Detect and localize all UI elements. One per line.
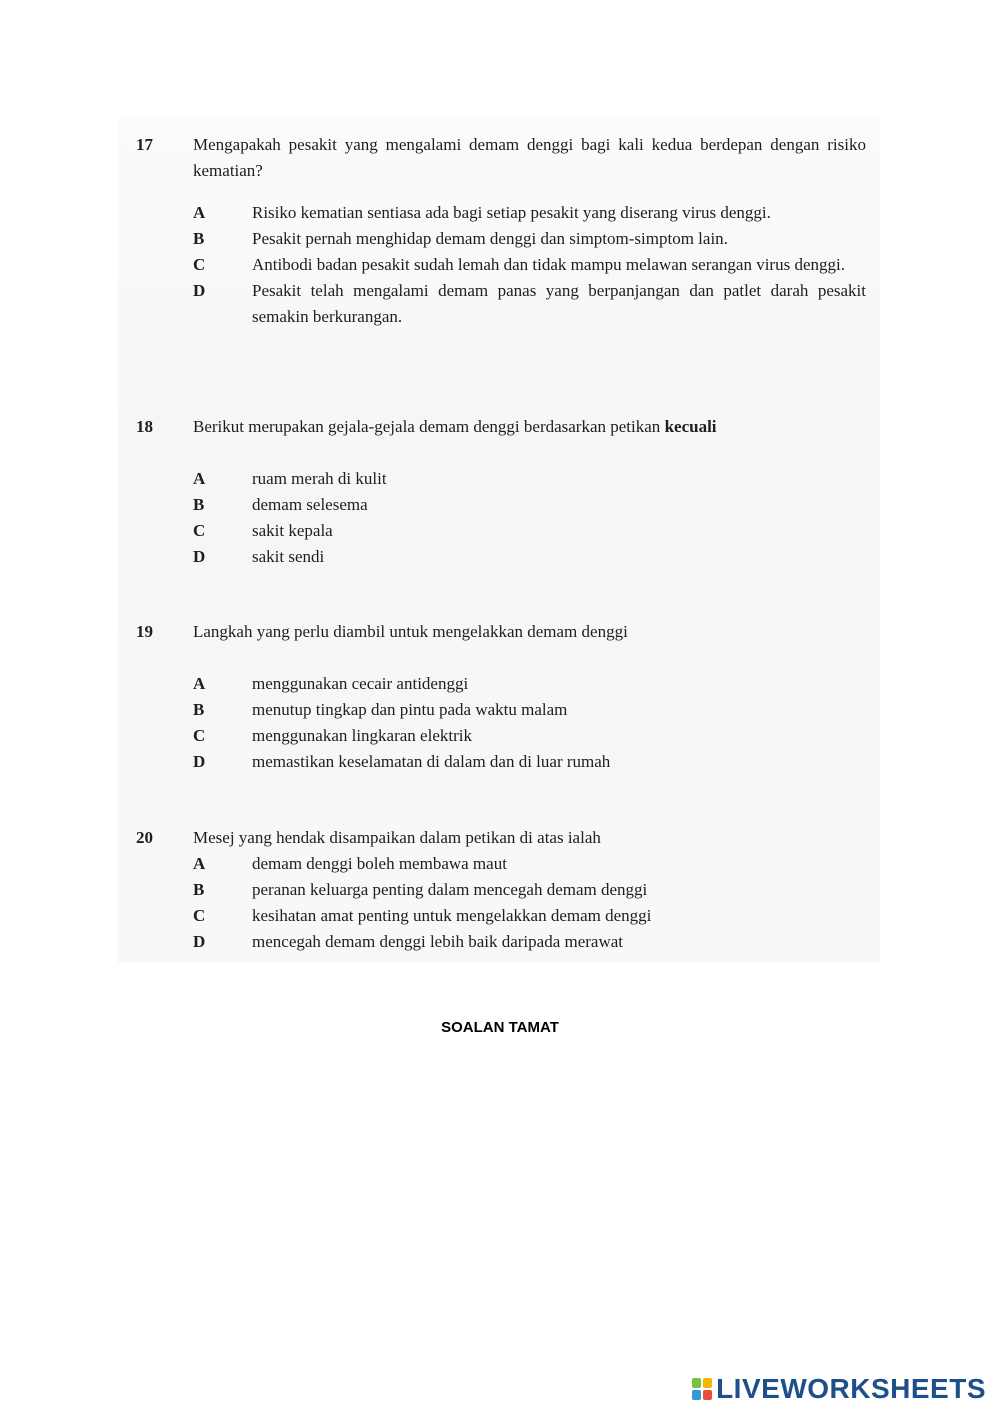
option-b xyxy=(193,492,866,518)
option-letter: A xyxy=(193,854,206,873)
end-note: SOALAN TAMAT xyxy=(441,1019,559,1036)
option-a xyxy=(193,851,866,877)
option-c xyxy=(193,903,866,929)
option-text: Antibodi badan pesakit sudah lemah dan tidak mampu melawan serangan virus denggi. xyxy=(252,255,845,274)
option-letter: D xyxy=(193,752,206,771)
option-list xyxy=(136,466,866,570)
option-list xyxy=(136,851,866,955)
option-text: peranan keluarga penting dalam mencegah demam denggi xyxy=(252,880,648,899)
option-letter: A xyxy=(193,674,206,693)
question-text-main: Berikut merupakan gejala-gejala demam denggi berdasarkan petikan xyxy=(193,417,661,436)
question-number: 20 xyxy=(136,828,153,847)
question-number: 19 xyxy=(136,622,153,641)
option-a xyxy=(193,466,866,492)
option-text: sakit sendi xyxy=(252,547,325,566)
option-text: demam selesema xyxy=(252,495,368,514)
option-c xyxy=(193,252,866,278)
option-a xyxy=(193,200,866,226)
option-letter: B xyxy=(193,700,205,719)
option-list xyxy=(136,200,866,330)
option-letter: C xyxy=(193,726,206,745)
option-text: menutup tingkap dan pintu pada waktu malam xyxy=(252,700,568,719)
question-text: Mengapakah pesakit yang mengalami demam denggi bagi kali kedua berdepan dengan risiko kematian? xyxy=(193,135,866,180)
logo-square xyxy=(703,1378,712,1388)
option-c xyxy=(193,723,866,749)
question-text xyxy=(193,414,866,440)
option-letter: D xyxy=(193,281,206,300)
option-d xyxy=(193,929,866,955)
option-letter: C xyxy=(193,521,206,540)
question-17 xyxy=(136,132,866,330)
logo-square xyxy=(692,1390,701,1400)
question-text: Mesej yang hendak disampaikan dalam petikan di atas ialah xyxy=(193,828,601,847)
logo-square xyxy=(692,1378,701,1388)
option-text: kesihatan amat penting untuk mengelakkan demam denggi xyxy=(252,906,652,925)
option-letter: C xyxy=(193,906,206,925)
option-text: menggunakan cecair antidenggi xyxy=(252,674,469,693)
brand-name: LIVEWORKSHEETS xyxy=(716,1373,986,1404)
option-text: memastikan keselamatan di dalam dan di luar rumah xyxy=(252,752,611,771)
option-letter: B xyxy=(193,495,205,514)
option-text: Pesakit telah mengalami demam panas yang berpanjangan dan patlet darah pesakit semakin berkurangan. xyxy=(252,281,866,326)
question-number: 17 xyxy=(136,135,153,154)
question-emphasis: kecuali xyxy=(664,417,717,436)
liveworksheets-logo-icon xyxy=(692,1378,712,1400)
option-text: sakit kepala xyxy=(252,521,333,540)
option-list xyxy=(136,671,866,775)
option-letter: B xyxy=(193,229,205,248)
option-text: mencegah demam denggi lebih baik daripada merawat xyxy=(252,932,624,951)
option-a xyxy=(193,671,866,697)
option-letter: D xyxy=(193,932,206,951)
option-letter: D xyxy=(193,547,206,566)
question-18 xyxy=(136,414,866,570)
option-b xyxy=(193,226,866,252)
question-number: 18 xyxy=(136,417,153,436)
option-text: demam denggi boleh membawa maut xyxy=(252,854,507,873)
option-text: ruam merah di kulit xyxy=(252,469,387,488)
option-text: Risiko kematian sentiasa ada bagi setiap pesakit yang diserang virus denggi. xyxy=(252,203,771,222)
logo-square xyxy=(703,1390,712,1400)
option-letter: C xyxy=(193,255,206,274)
question-20 xyxy=(136,825,866,955)
liveworksheets-brand[interactable] xyxy=(692,1374,986,1404)
option-b xyxy=(193,877,866,903)
option-c xyxy=(193,518,866,544)
question-19 xyxy=(136,619,866,775)
option-text: menggunakan lingkaran elektrik xyxy=(252,726,472,745)
option-d xyxy=(193,749,866,775)
option-letter: B xyxy=(193,880,205,899)
option-b xyxy=(193,697,866,723)
option-letter: A xyxy=(193,203,206,222)
question-text: Langkah yang perlu diambil untuk mengelakkan demam denggi xyxy=(193,622,628,641)
option-d xyxy=(193,278,866,330)
option-d xyxy=(193,544,866,570)
option-letter: A xyxy=(193,469,206,488)
option-text: Pesakit pernah menghidap demam denggi dan simptom-simptom lain. xyxy=(252,229,728,248)
